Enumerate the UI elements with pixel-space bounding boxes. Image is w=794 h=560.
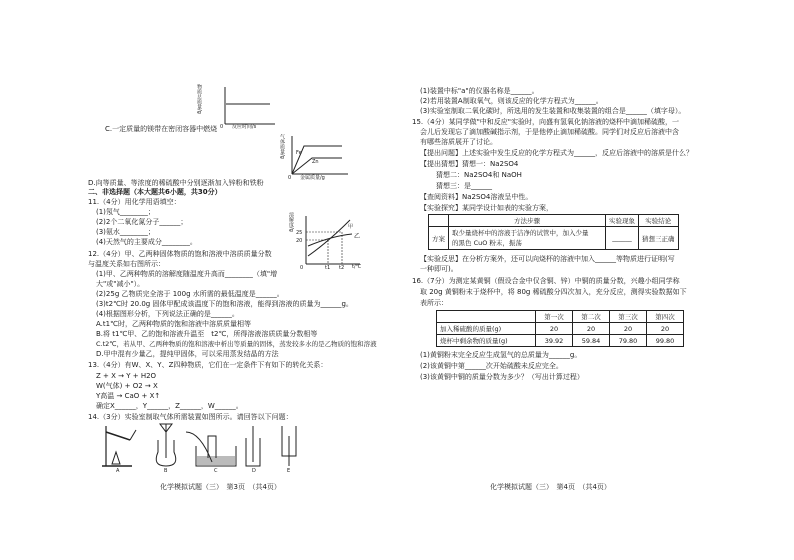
experiment-table — [428, 214, 679, 250]
q13-line-5: 确定X______，Y______，Z______，W______。 — [96, 402, 243, 410]
top-graph-origin: 0 — [220, 124, 224, 130]
table-cell: 59.84 — [573, 335, 610, 347]
q16-line-6: (3)该黄铜中铜的质量分数为多少？（写出计算过程） — [420, 373, 584, 381]
q11-item-1: (1)氖气________； — [96, 208, 155, 216]
q15-line-11: 一种即可)。 — [420, 265, 458, 273]
q15-line-8: 【查阅资料】Na2SO4溶液呈中性。 — [420, 193, 533, 201]
q14-line: 14.（3分）实验室制取气体所需装置如图所示。请回答以下问题： — [88, 413, 293, 421]
apparatus-label-d: D — [252, 468, 256, 474]
data-table — [436, 310, 684, 347]
q12-line-3: (1)甲、乙两种物质的溶解度随温度升高而________（填"增 — [96, 270, 278, 278]
q12-line-1: 12.（4分）甲、乙两种固体物质的饱和溶液中溶质质量分数 — [88, 250, 272, 258]
q16-line-5: (2)该黄铜中第______次开始硫酸未反应完全。 — [420, 362, 563, 370]
table-cell: 烧杯中剩余物的质量(g) — [437, 335, 536, 347]
table-cell: 第二次 — [573, 311, 610, 323]
section-2-heading: 二、非选择题（本大题共6小题，共30分） — [88, 188, 222, 196]
q12-option-c: C.t2℃，若从甲、乙两种物质的饱和溶液中析出等质量的固体，蒸发较多水的是乙物质的饱和溶液 — [96, 340, 377, 348]
experiment-table-header — [429, 215, 679, 227]
table-cell — [429, 215, 449, 227]
sol-ylabel: 溶解度/g — [288, 212, 294, 232]
q16-line-3: 表所示： — [420, 299, 448, 307]
table-cell: 20 — [573, 323, 610, 335]
q11-item-2: (2)2个二氧化氮分子______； — [96, 218, 188, 226]
table-cell — [437, 311, 536, 323]
experiment-table-row — [429, 227, 679, 250]
right-graph-ylabel: 气体质量/g — [279, 134, 285, 159]
q15-line-7: 猜想三：是______ — [436, 182, 492, 190]
table-cell: 方法步骤 — [449, 215, 606, 227]
sol-tick-25: 25 — [296, 230, 303, 236]
q12-option-d: D.甲中混有少量乙，提纯甲固体，可以采用蒸发结晶的方法 — [96, 350, 279, 358]
table-cell: 39.92 — [536, 335, 573, 347]
table-cell: 20 — [647, 323, 684, 335]
sol-yi: 乙 — [354, 233, 361, 240]
apparatus-label-e: E — [287, 468, 291, 474]
table-cell: 猜想三正确 — [639, 227, 679, 250]
table-cell: 方案 — [429, 227, 449, 250]
q15-line-4: 【提出问题】上述实验中发生反应的化学方程式为______，反应后溶液中的溶质是什么？ — [420, 149, 693, 157]
table-cell: ______ — [606, 227, 639, 250]
sol-t2: t2 — [339, 265, 345, 271]
q12-option-b: B.将 t1℃甲、乙的饱和溶液升温至 t2℃，所得溶液溶质质量分数相等 — [96, 330, 318, 338]
q12-line-5: (2)25g 乙物质完全溶于 100g 水所需的最低温度是______。 — [96, 290, 284, 298]
q16-line-1: 16.（7分）为测定某黄铜（假设合金中仅含铜、锌）中铜的质量分数，兴趣小组同学称 — [412, 277, 680, 285]
table-cell: 实验结论 — [639, 215, 679, 227]
p4-line-1: (1)装置中标"a"的仪器名称是______。 — [420, 87, 539, 95]
q13-line-4: Y高温 → CaO + X↑ — [96, 392, 161, 400]
q12-line-6: (3)t2℃时 20.0g 固体甲配成该温度下的饱和溶液，能得到溶液的质量为______g。 — [96, 300, 353, 308]
table-cell: 第四次 — [647, 311, 684, 323]
sol-tick-20: 20 — [296, 238, 303, 244]
right-graph-xlabel: 金属质量/g — [300, 175, 325, 181]
q15-line-6: 猜想二：Na2SO4和 NaOH — [436, 171, 522, 179]
table-cell: 99.80 — [647, 335, 684, 347]
table-cell: 实验现象 — [606, 215, 639, 227]
table-cell: 第三次 — [610, 311, 647, 323]
q12-line-4: 大"或"减小"）。 — [96, 280, 145, 288]
q12-line-7: (4)根据图形分析，下列说法正确的是______。 — [96, 310, 239, 318]
table-cell-line: 的黑色 CuO 粉末，振荡 — [452, 239, 522, 247]
q13-line-2: Z + X → Y + H2O — [96, 372, 157, 380]
p4-line-3: (3)实验室制取二氧化碳时，所选用的发生装置和收集装置的组合是______（填字母）。 — [420, 107, 686, 115]
fe-label: Fe — [296, 150, 302, 156]
top-graph-ylabel: 物质总质量/g — [196, 84, 202, 114]
q16-line-4: (1)黄铜粉末完全反应生成氢气的总质量为______g。 — [420, 351, 582, 359]
sol-xlabel: t/℃ — [352, 264, 362, 270]
q12-line-2: 与温度关系如右图所示： — [88, 260, 165, 268]
table-cell: 20 — [610, 323, 647, 335]
q13-line-1: 13.（4分）有W、X、Y、Z四种物质，它们在一定条件下有如下的转化关系： — [88, 361, 328, 369]
page4-footer: 化学模拟试题（三） 第4页 （共4页） — [490, 483, 611, 491]
top-graph-xlabel: 反应时间/s — [232, 124, 257, 130]
option-d: D.向等质量、等浓度的稀硫酸中分别逐渐加入锌粉和铁粉 — [88, 179, 264, 187]
q15-line-1: 15.（4分）某同学做"中和反应"实验时，向盛有氢氧化钠溶液的烧杯中滴加稀硫酸，一 — [412, 118, 680, 126]
q15-line-2: 会儿后发现忘了滴加酸碱指示剂，于是他停止滴加稀硫酸。同学们对反应后溶液中含 — [420, 128, 679, 136]
p4-line-2: (2)若用装置A制取氧气，则该反应的化学方程式为______。 — [420, 97, 603, 105]
data-table-row — [437, 323, 684, 335]
table-cell-line: 取少量烧杯中的溶液于洁净的试管中，加入少量 — [452, 229, 589, 237]
q16-line-2: 取 20g 黄铜粉末于烧杯中，将 80g 稀硫酸分四次加入，充分反应，测得实验数据如下 — [420, 288, 687, 296]
q12-option-a: A.t1℃时，乙两种物质的饱和溶液中溶质质量相等 — [96, 320, 251, 328]
table-cell: 79.80 — [610, 335, 647, 347]
apparatus-label-b: B — [164, 468, 168, 474]
q11-item-3: (3)氨水________； — [96, 228, 155, 236]
q11-item-4: (4)天然气的主要成分________。 — [96, 238, 197, 246]
q15-line-3: 有哪些溶质展开了讨论。 — [420, 138, 497, 146]
q13-line-3: W(气体) + O2 → X — [96, 382, 158, 390]
apparatus-label-c: C — [214, 468, 218, 474]
option-c: C.一定质量的镁带在密闭容器中燃烧 — [105, 125, 218, 133]
q15-line-10: 【实验反思】在分析方案外，还可以向烧杯的溶液中加入______等物质进行证明(写 — [420, 255, 675, 263]
data-table-row — [437, 335, 684, 347]
zn-label: Zn — [312, 159, 319, 165]
apparatus-label-a: A — [116, 468, 120, 474]
table-cell: 20 — [536, 323, 573, 335]
data-table-header — [437, 311, 684, 323]
apparatus-diagram — [96, 422, 311, 470]
table-cell: 加入稀硫酸的质量(g) — [437, 323, 536, 335]
sol-t1: t1 — [325, 265, 331, 271]
q15-line-9: 【实验探究】某同学设计如表的实验方案， — [420, 204, 553, 212]
right-graph-origin: 0 — [288, 175, 292, 181]
sol-origin: 0 — [300, 265, 304, 271]
table-cell: 第一次 — [536, 311, 573, 323]
table-cell — [449, 227, 606, 250]
q11-title: 11.（4分）用化学用语填空： — [88, 198, 181, 206]
sol-jia: 甲 — [348, 224, 354, 230]
q15-line-5: 【提出猜想】猜想一：Na2SO4 — [420, 160, 519, 168]
page3-footer: 化学模拟试题（三） 第3页 （共4页） — [160, 483, 281, 491]
